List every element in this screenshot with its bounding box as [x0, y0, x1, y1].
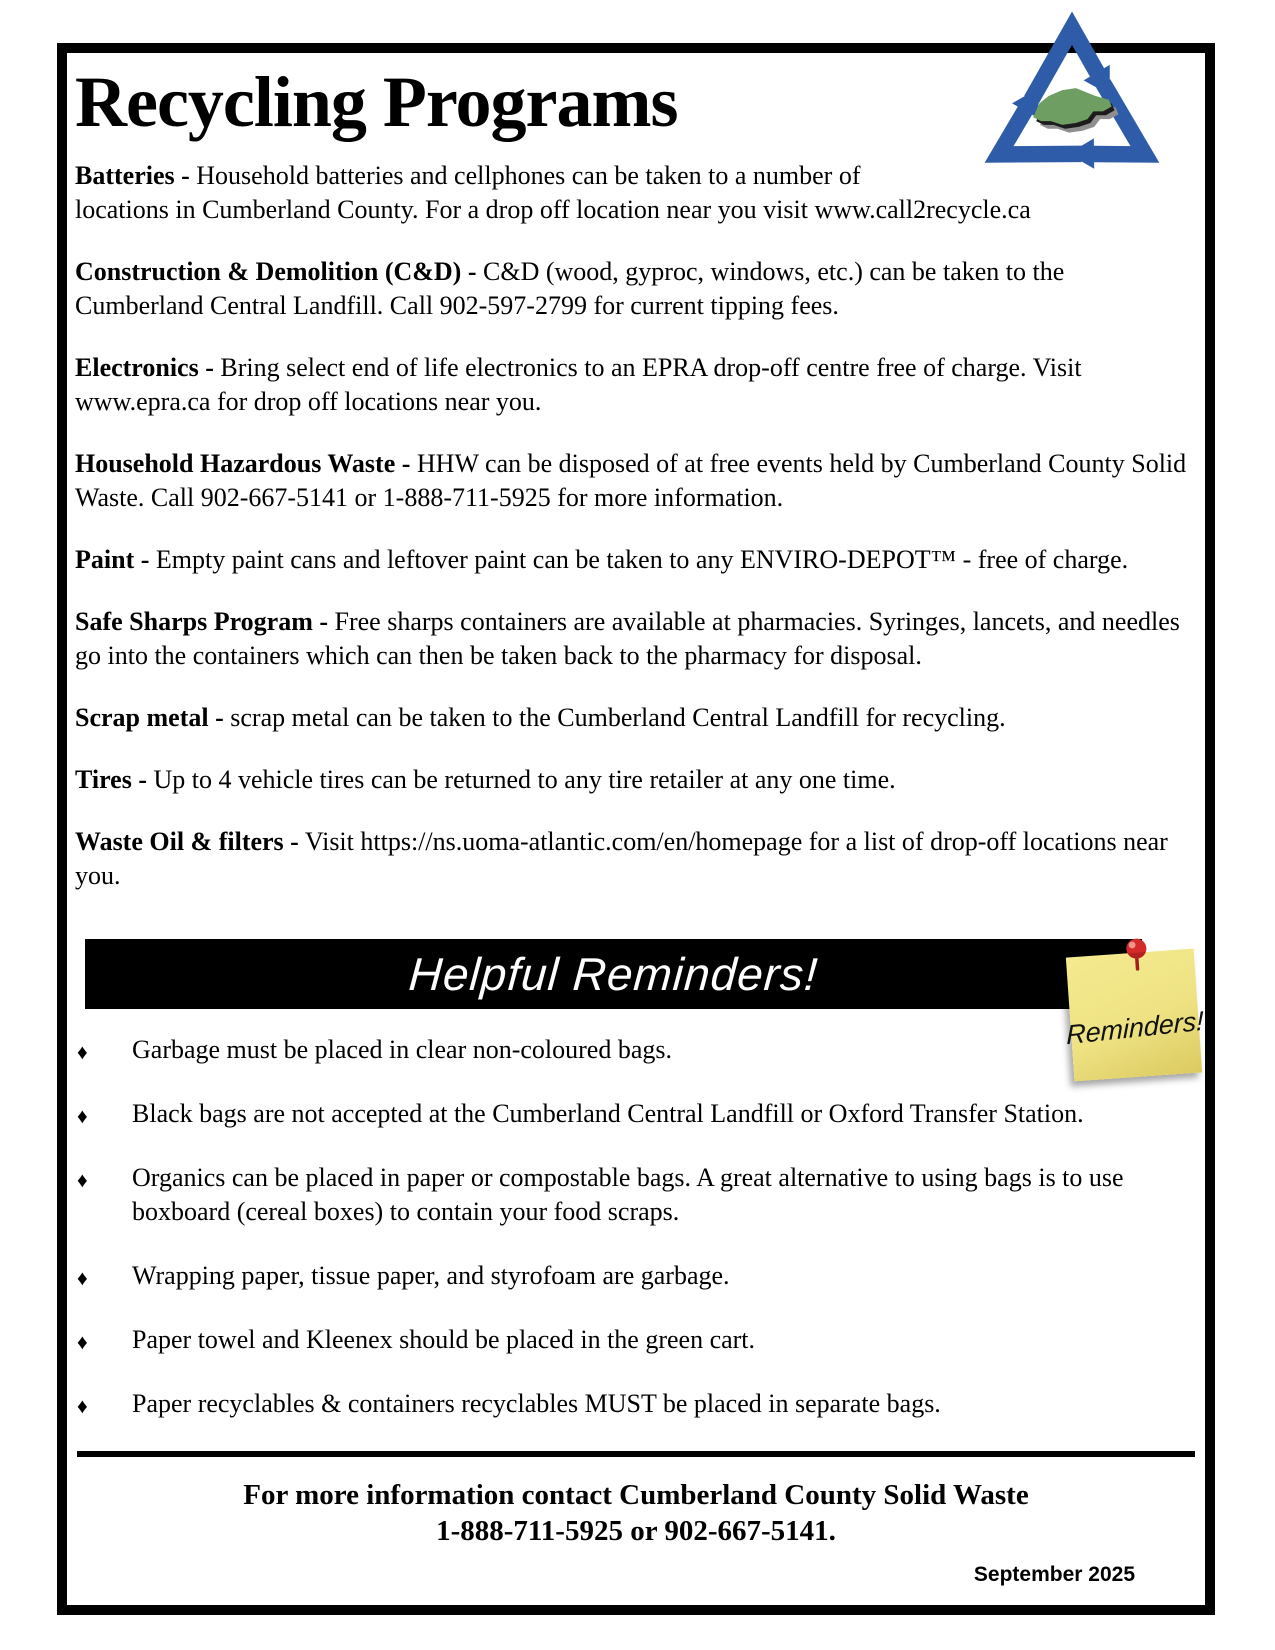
program-paint [75, 543, 1197, 577]
reminder-text: Garbage must be placed in clear non-coloured bags. [132, 1034, 673, 1064]
program-text: Empty paint cans and leftover paint can be taken to any ENVIRO-DEPOT™ - free of charge. [149, 544, 1129, 574]
program-label: Electronics - [75, 352, 214, 382]
program-safe-sharps [75, 605, 1197, 673]
program-label: Safe Sharps Program - [75, 606, 329, 636]
reminder-text: Paper towel and Kleenex should be placed in the green cart. [132, 1324, 756, 1354]
program-text: Bring select end of life electronics to an EPRA drop-off centre free of charge. Visit www.epra.ca for drop off locations near you. [75, 352, 1082, 416]
program-label: Waste Oil & filters - [75, 826, 299, 856]
footer-contact-line: For more information contact Cumberland County Solid Waste [243, 1478, 1029, 1511]
pushpin-icon [1121, 936, 1154, 978]
programs-section [75, 159, 1197, 893]
footer-divider [77, 1451, 1195, 1457]
program-construction-demolition [75, 255, 1197, 323]
footer-date: September 2025 [973, 1562, 1135, 1586]
program-text: Up to 4 vehicle tires can be returned to any tire retailer at any one time. [146, 764, 896, 794]
program-text: Visit https://ns.uoma-atlantic.com/en/homepage for a list of drop-off locations near you. [75, 826, 1168, 890]
diamond-bullet-icon: ♦ [77, 1329, 88, 1354]
program-household-hazardous-waste [75, 447, 1197, 515]
reminder-item [75, 1033, 1197, 1067]
program-label: Construction & Demolition (C&D) - [75, 256, 477, 286]
program-label: Scrap metal - [75, 702, 224, 732]
reminder-text: Wrapping paper, tissue paper, and styrofoam are garbage. [132, 1260, 730, 1290]
diamond-bullet-icon: ♦ [77, 1393, 88, 1418]
program-label: Batteries - [75, 160, 190, 190]
footer-phone-line: 1-888-711-5925 or 902-667-5141. [436, 1514, 836, 1547]
sticky-note-label: Reminders! [1066, 1005, 1204, 1050]
reminder-text: Paper recyclables & containers recyclables MUST be placed in separate bags. [132, 1388, 941, 1418]
reminders-list [75, 1033, 1197, 1421]
recycle-triangle-icon [967, 3, 1177, 183]
reminder-item [75, 1387, 1197, 1421]
program-electronics [75, 351, 1197, 419]
program-text: scrap metal can be taken to the Cumberland Central Landfill for recycling. [223, 702, 1006, 732]
helpful-reminders-banner [85, 939, 1142, 1009]
diamond-bullet-icon: ♦ [77, 1103, 88, 1128]
program-label: Household Hazardous Waste - [75, 448, 411, 478]
reminder-item [75, 1161, 1197, 1229]
program-label: Tires - [75, 764, 147, 794]
reminder-text: Black bags are not accepted at the Cumberland Central Landfill or Oxford Transfer Station. [132, 1098, 1084, 1128]
program-text: C&D (wood, gyproc, windows, etc.) can be taken to the Cumberland Central Landfill. Call 902-597-2799 for current tipping fees. [75, 256, 1065, 320]
page-title: Recycling Programs [75, 62, 678, 142]
program-text: HHW can be disposed of at free events held by Cumberland County Solid Waste. Call 902-667-5141 or 1-888-711-5925 for more information. [75, 448, 1187, 512]
page-frame [57, 43, 1215, 1615]
reminder-item [75, 1323, 1197, 1357]
reminder-item [75, 1259, 1197, 1293]
diamond-bullet-icon: ♦ [77, 1167, 88, 1192]
program-text: Free sharps containers are available at pharmacies. Syringes, lancets, and needles go into the containers which can then be taken back to the pharmacy for disposal. [75, 606, 1180, 670]
program-text: Household batteries and cellphones can be taken to a number of locations in Cumberland County. For a drop off location near you visit www.call2recycle.ca [75, 160, 1031, 224]
sticky-note [1066, 949, 1202, 1082]
diamond-bullet-icon: ♦ [77, 1265, 88, 1290]
program-waste-oil-filters [75, 825, 1197, 893]
program-scrap-metal [75, 701, 1197, 735]
reminder-item [75, 1097, 1197, 1131]
diamond-bullet-icon: ♦ [77, 1039, 88, 1064]
reminder-text: Organics can be placed in paper or compostable bags. A great alternative to using bags is to use boxboard (cereal boxes) to contain your food scraps. [132, 1162, 1124, 1226]
program-label: Paint - [75, 544, 150, 574]
program-tires [75, 763, 1197, 797]
recycling-logo [964, 3, 1179, 183]
banner-title: Helpful Reminders! [407, 947, 820, 1000]
